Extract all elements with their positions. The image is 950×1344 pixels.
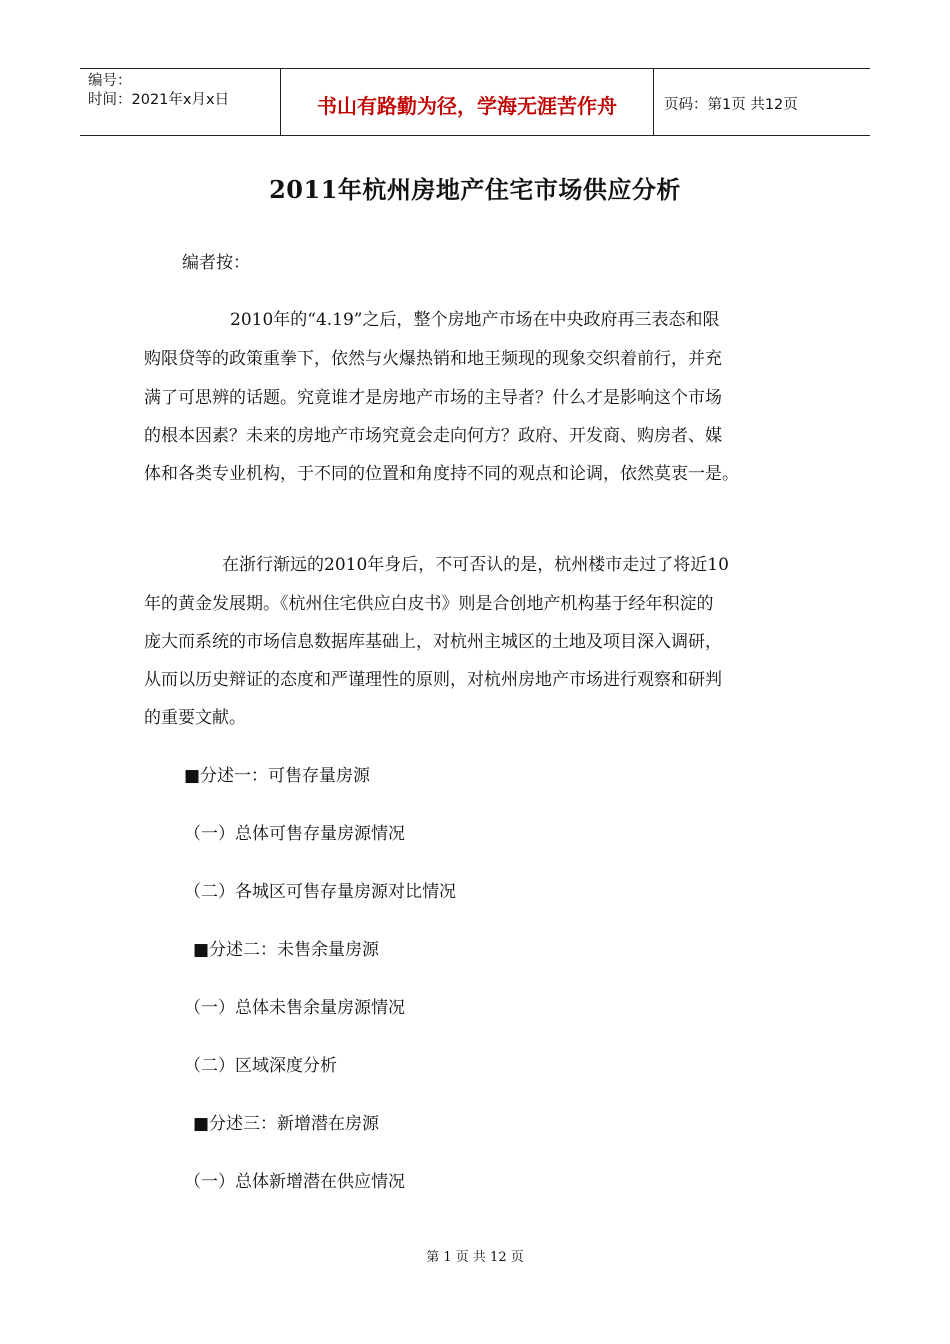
- outline-section-3: ■分述三：新增潜在房源: [193, 1114, 380, 1134]
- document-title: 2011年杭州房地产住宅市场供应分析: [269, 175, 681, 204]
- para1-line5: 体和各类专业机构，于不同的位置和角度持不同的观点和论调，依然莫衷一是。: [144, 464, 739, 484]
- time-label: 时间：2021年x月x日: [88, 92, 230, 108]
- outline-item-2-2: （二）区域深度分析: [184, 1056, 337, 1076]
- para1-line4: 的根本因素？未来的房地产市场究竟会走向何方？政府、开发商、购房者、媒: [144, 426, 722, 446]
- para2-line1: 在浙行渐远的2010年身后，不可否认的是，杭州楼市走过了将近10: [222, 555, 729, 575]
- document-header: [80, 68, 870, 136]
- header-page-info: 页码：第1页 共12页: [664, 96, 798, 113]
- para1-line3: 满了可思辨的话题。究竟谁才是房地产市场的主导者？什么才是影响这个市场: [144, 388, 722, 408]
- para1-line1: 2010年的“4.19”之后，整个房地产市场在中央政府再三表态和限: [230, 310, 720, 330]
- page-footer: 第 1 页 共 12 页: [426, 1250, 524, 1265]
- editor-note-label: 编者按：: [182, 253, 250, 273]
- number-label: 编号：: [88, 73, 132, 89]
- para2-line2: 年的黄金发展期。《杭州住宅供应白皮书》则是合创地产机构基于经年积淀的: [144, 594, 714, 614]
- header-motto: 书山有路勤为径，学海无涯苦作舟: [281, 69, 654, 135]
- para1-line2: 购限贷等的政策重拳下，依然与火爆热销和地王频现的现象交织着前行，并充: [144, 349, 722, 369]
- para2-line3: 庞大而系统的市场信息数据库基础上，对杭州主城区的土地及项目深入调研，: [144, 632, 722, 652]
- outline-item-1-1: （一）总体可售存量房源情况: [184, 824, 405, 844]
- outline-item-3-1: （一）总体新增潜在供应情况: [184, 1172, 405, 1192]
- outline-section-1: ■分述一：可售存量房源: [184, 766, 371, 786]
- outline-section-2: ■分述二：未售余量房源: [193, 940, 380, 960]
- para2-line4: 从而以历史辩证的态度和严谨理性的原则，对杭州房地产市场进行观察和研判: [144, 670, 722, 690]
- para2-line5: 的重要文献。: [144, 708, 246, 728]
- header-meta: [80, 69, 281, 135]
- outline-item-2-1: （一）总体未售余量房源情况: [184, 998, 405, 1018]
- outline-item-1-2: （二）各城区可售存量房源对比情况: [184, 882, 456, 902]
